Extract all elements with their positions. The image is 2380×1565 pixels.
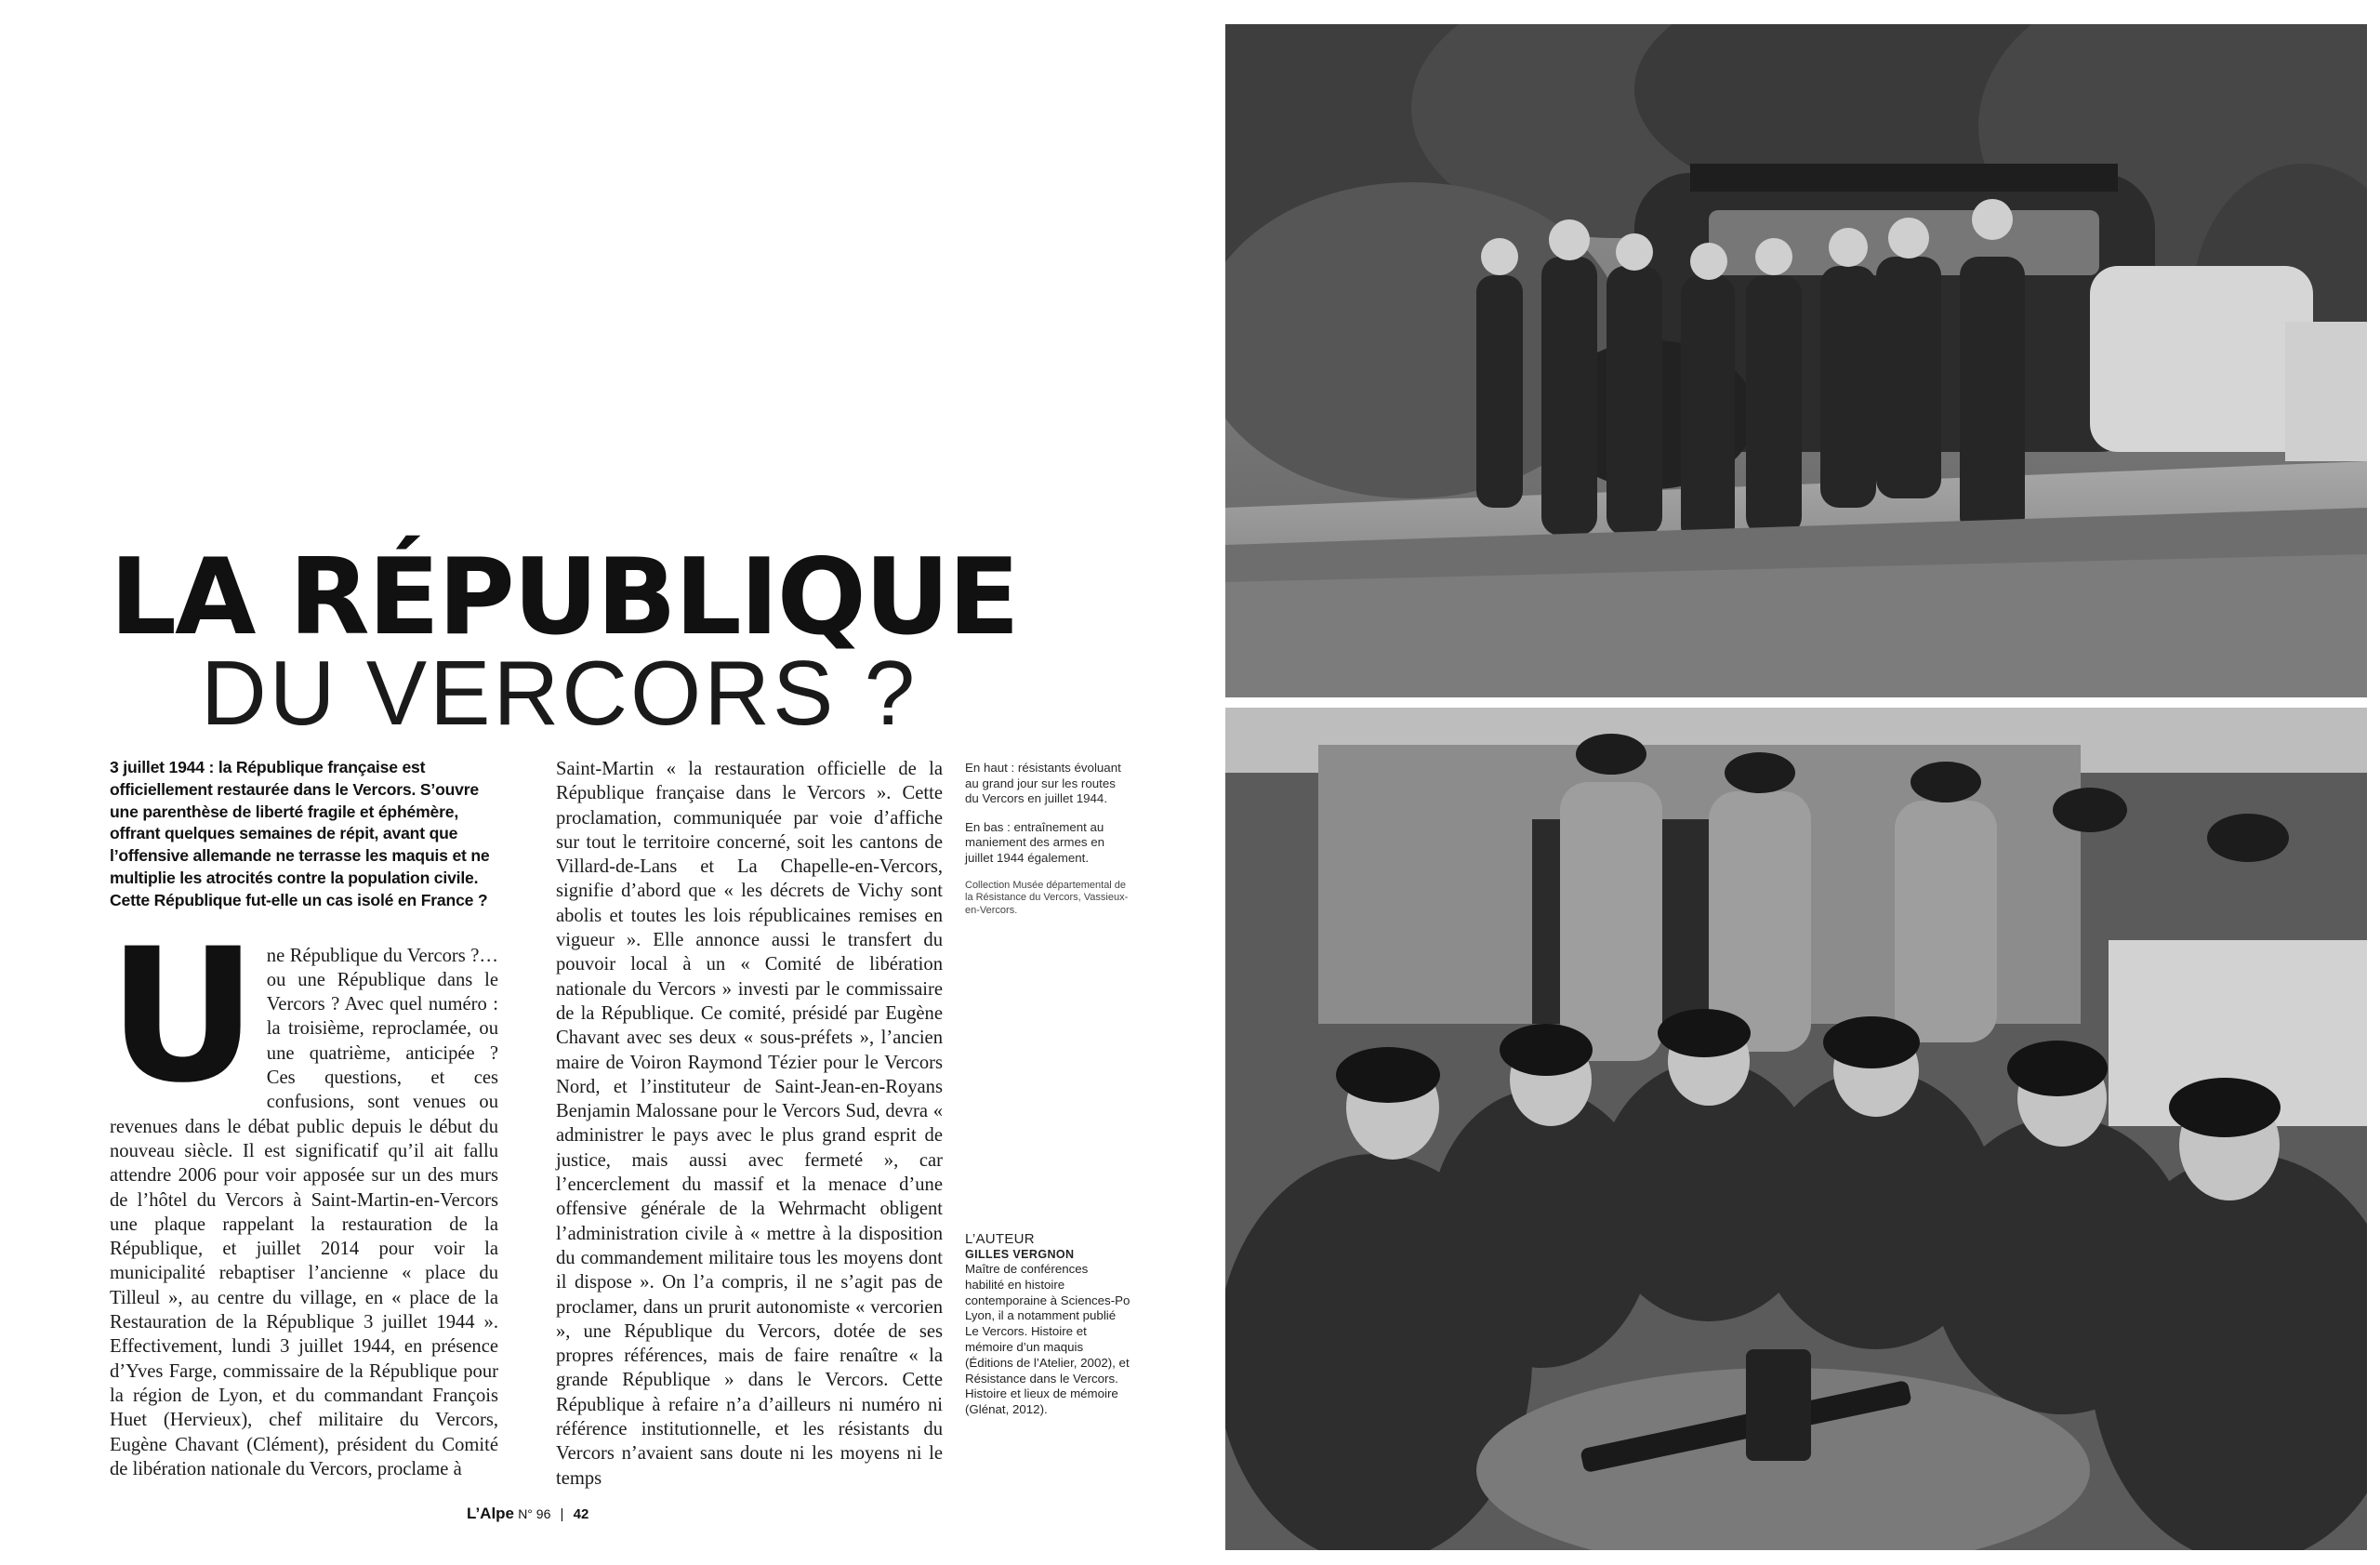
- article-title: LA RÉPUBLIQUE: [110, 536, 1018, 658]
- article-lede: 3 juillet 1944 : la République française est officiellement restaurée dans le Vercors. S’ouvre une parenthèse de liberté fragile et éphémère, offrant quelques semaines de répit, avant que l’offensive allemande ne terrasse les maquis et ne multiplie les atrocités contre la population civile. Cette République fut-elle un cas isolé en France ?: [110, 758, 490, 909]
- author-bio: Maître de conférences habilité en histoire contemporaine à Sciences-Po Lyon, il a notamment publié Le Vercors. Histoire et mémoire d’un maquis (Éditions de l’Atelier, 2002), et Résistance dans le Vercors. Histoire et lieux de mémoire (Glénat, 2012).: [965, 1262, 1130, 1417]
- article-subtitle: DU VERCORS ?: [201, 642, 919, 744]
- text-column-1: [110, 757, 498, 1481]
- page-number: 42: [573, 1506, 589, 1522]
- text-column-2: [556, 757, 943, 1491]
- body-text-col2: Saint-Martin « la restauration officielle de la République française dans le Vercors ». Cette proclamation, communiquée par voie d’affiche sur tout le territoire concerné, soit les cantons de Villard-de-Lans et La Chapelle-en-Vercors, signifie d’abord que « les décrets de Vichy sont abolis et toutes les lois républicaines remises en vigueur ». Elle annonce aussi le transfert du pouvoir local à un « Comité de libération nationale du Vercors » investi par le commissaire de la République. Ce comité, présidé par Eugène Chavant avec ses deux « sous-préfets », l’ancien maire de Voiron Raymond Tézier pour le Vercors Nord, et l’instituteur de Saint-Jean-en-Royans Benjamin Malossane pour le Vercors Sud, devra « administrer le pays avec le plus grand esprit de justice, mais aussi avec fermeté », car l’encerclement du massif et la menace d’une offensive générale de la Wehrmacht obligent l’administration civile à « mettre à la disposition du commandement militaire tous les moyens dont il dispose ». On l’a compris, il ne s’agit pas de proclamer, dans un prurit autonomiste « vercorien », une République du Vercors, dotée de ses propres références, mais de faire renaître « la grande République » dans le Vercors. Cette République à refaire n’a d’ailleurs ni numéro ni référence institutionnelle, et les résistants du Vercors n’avaient sans doute ni les moyens ni le temps: [556, 759, 943, 1489]
- photo-weapons-training-image: [1225, 708, 2367, 1550]
- body-paragraph-1: [108, 908, 498, 1482]
- author-heading: L’AUTEUR: [965, 1231, 1035, 1247]
- issue-number: N° 96: [518, 1506, 551, 1521]
- author-box: [965, 1231, 1130, 1418]
- photo-captions: [965, 761, 1130, 917]
- footer-separator: |: [560, 1506, 564, 1522]
- caption-top: En haut : résistants évoluant au grand jour sur les routes du Vercors en juillet 1944.: [965, 761, 1121, 806]
- magazine-brand: L’Alpe: [467, 1505, 515, 1522]
- photo-resistants-road: [1225, 24, 2367, 697]
- page-footer: [467, 1505, 588, 1523]
- caption-bottom: En bas : entraînement au maniement des armes en juillet 1944 également.: [965, 819, 1105, 865]
- photo-credit: Collection Musée départemental de la Résistance du Vercors, Vassieux-en-Vercors.: [965, 879, 1129, 916]
- photo-weapons-training: [1225, 708, 2367, 1550]
- drop-cap: U: [108, 908, 258, 1123]
- body-text-col1: ne République du Vercors ?… ou une République dans le Vercors ? Avec quel numéro : la troisième, reproclamée, ou une quatrième, anticipée ? Ces questions, et ces confusions, sont venues ou revenues dans le débat public depuis le début du nouveau siècle. Il est significatif qu’il ait fallu attendre 2006 pour voir apposée sur un des murs de l’hôtel du Vercors à Saint-Martin-en-Vercors une plaque rappelant la restauration de la République, et juillet 2014 pour voir la municipalité rebaptiser l’ancienne « place du Tilleul », au centre du village, en « place de la Restauration de la République 3 juillet 1944 ». Effectivement, lundi 3 juillet 1944, en présence d’Yves Farge, commissaire de la République pour la région de Lyon, et du commandant François Huet (Hervieux), chef militaire du Vercors, Eugène Chavant (Clément), président du Comité de libération nationale du Vercors, proclame à: [110, 945, 498, 1479]
- photo-resistants-road-image: [1225, 24, 2367, 697]
- author-name: GILLES VERGNON: [965, 1248, 1075, 1261]
